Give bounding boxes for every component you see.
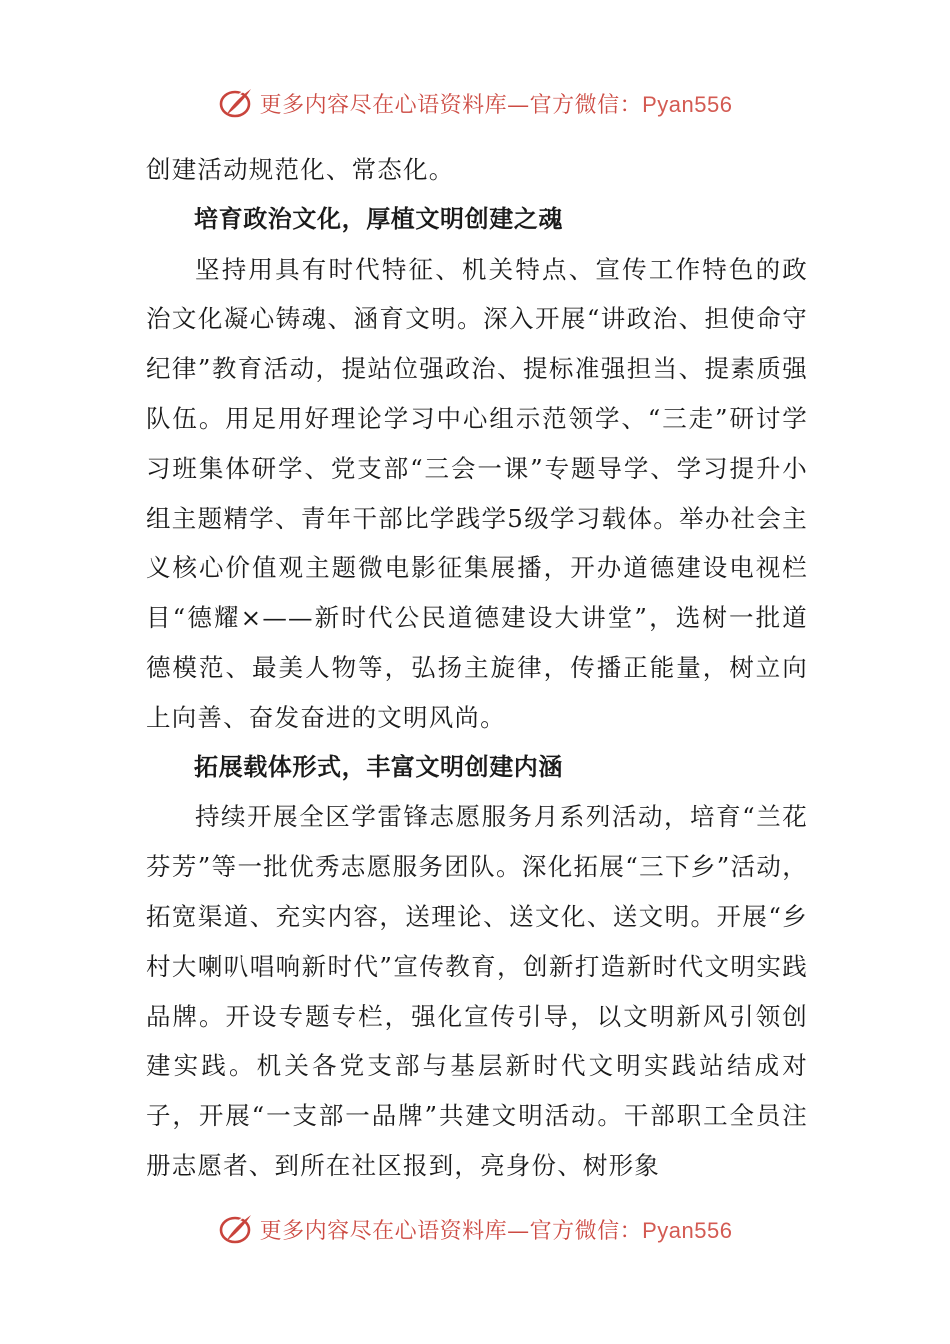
section-heading: 拓展载体形式，丰富文明创建内涵 xyxy=(194,752,563,781)
quill-logo-icon xyxy=(218,1211,254,1247)
banner-text xyxy=(260,88,733,119)
document-body xyxy=(146,145,808,1191)
wechat-id: Pyan556 xyxy=(642,1217,733,1243)
banner-text xyxy=(260,1214,733,1245)
banner-slogan: 更多内容尽在心语资料库—官方微信： xyxy=(259,92,643,118)
wechat-id: Pyan556 xyxy=(642,91,733,117)
quill-logo-icon xyxy=(218,85,254,121)
header-banner xyxy=(0,79,950,127)
paragraph: 持续开展全区学雷锋志愿服务月系列活动，培育“兰花芬芳”等一批优秀志愿服务团队。深化拓展“三下乡”活动，拓宽渠道、充实内容，送理论、送文化、送文明。开展“乡村大喇叭唱响新时代”宣传教育，创新打造新时代文明实践品牌。开设专题专栏，强化宣传引导，以文明新风引领创建实践。机关各党支部与基层新时代文明实践站结成对子，开展“一支部一品牌”共建文明活动。干部职工全员注册志愿者、到所在社区报到，亮身份、树形象 xyxy=(146,802,808,1180)
section-heading: 培育政治文化，厚植文明创建之魂 xyxy=(194,204,563,233)
banner-slogan: 更多内容尽在心语资料库—官方微信： xyxy=(259,1218,643,1244)
paragraph: 创建活动规范化、常态化。 xyxy=(146,155,455,184)
paragraph: 坚持用具有时代特征、机关特点、宣传工作特色的政治文化凝心铸魂、涵育文明。深入开展“讲政治、担使命守纪律”教育活动，提站位强政治、提标准强担当、提素质强队伍。用足用好理论学习中心组示范领学、“三走”研讨学习班集体研学、党支部“三会一课”专题导学、学习提升小组主题精学、青年干部比学践学5级学习载体。举办社会主义核心价值观主题微电影征集展播，开办道德建设电视栏目“德耀×——新时代公民道德建设大讲堂”，选树一批道德模范、最美人物等，弘扬主旋律，传播正能量，树立向上向善、奋发奋进的文明风尚。 xyxy=(146,254,808,732)
footer-banner xyxy=(0,1205,950,1253)
